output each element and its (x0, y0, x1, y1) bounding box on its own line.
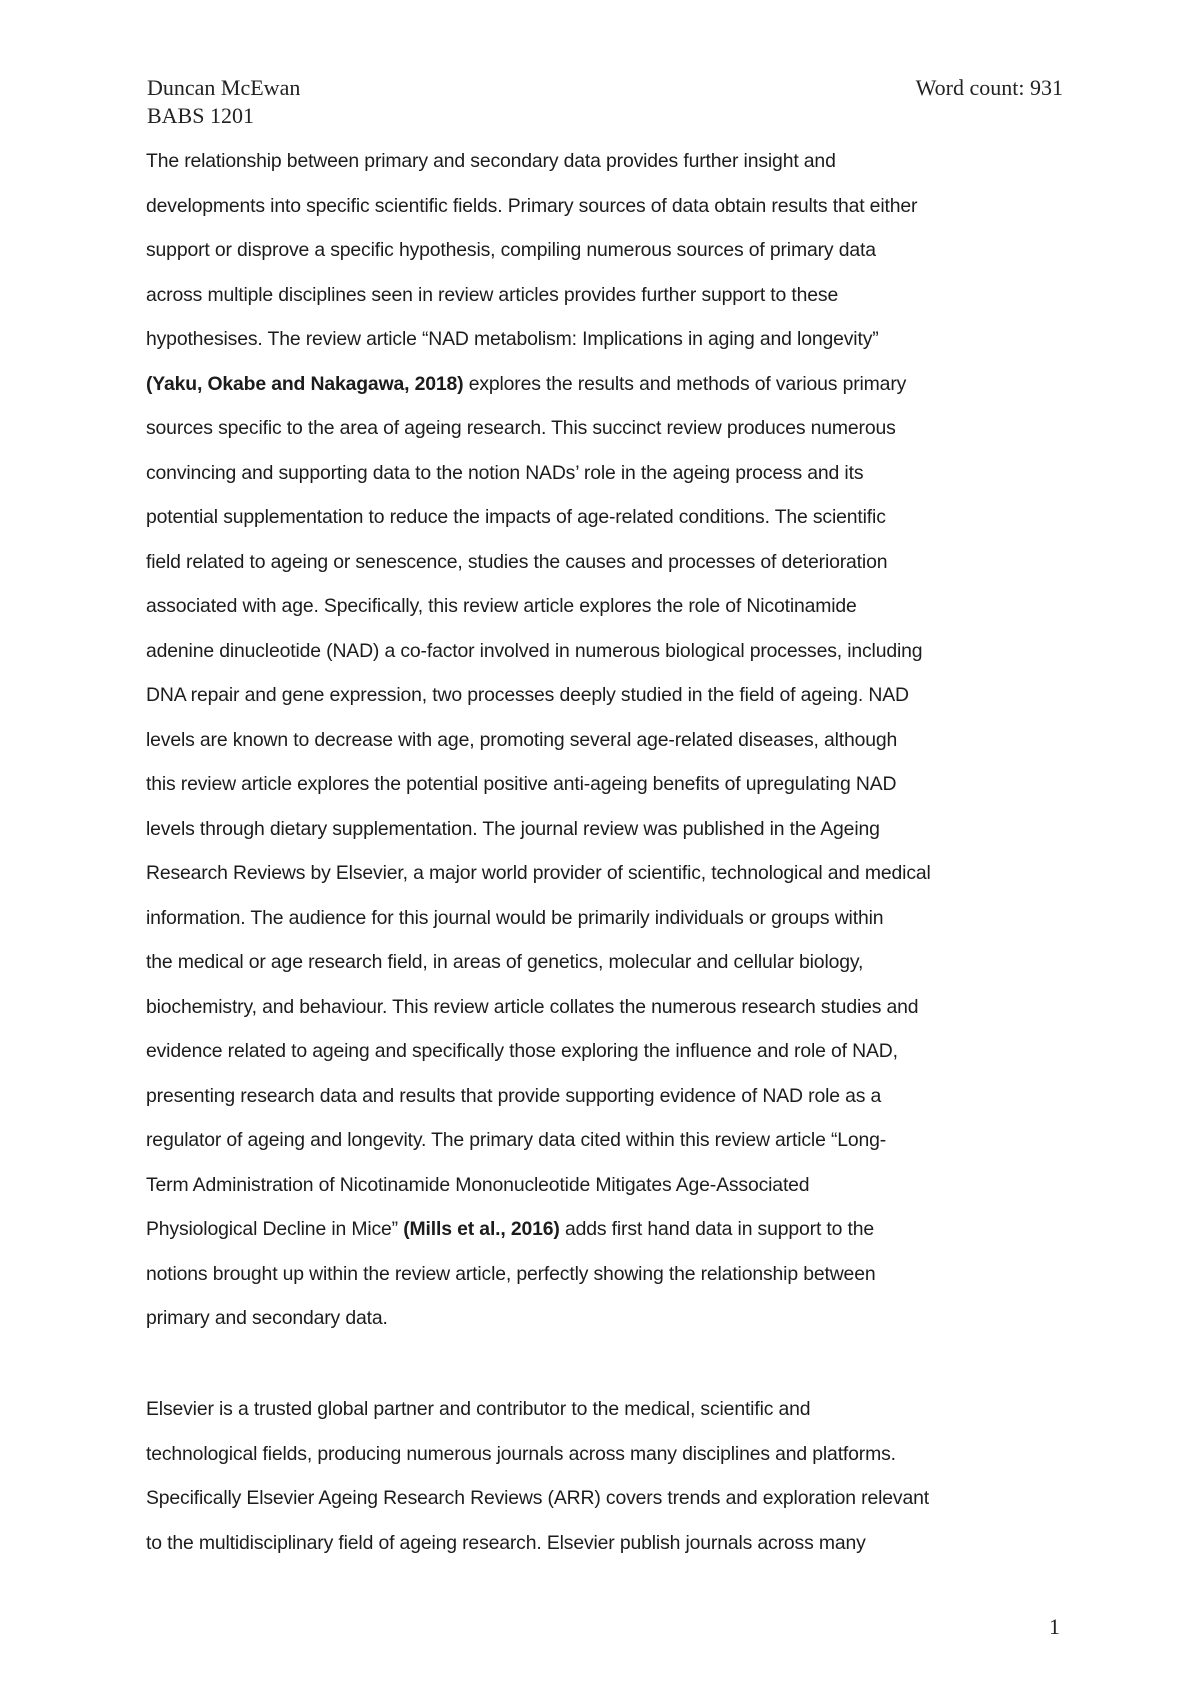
text-line (146, 540, 1066, 585)
citation: (Mills et al., 2016) (403, 1218, 560, 1240)
text-segment: adenine dinucleotide (NAD) a co-factor involved in numerous biological processes, including (146, 639, 923, 662)
text-segment: associated with age. Specifically, this review article explores the role of Nicotinamide (146, 595, 857, 617)
citation: (Yaku, Okabe and Nakagawa, 2018) (146, 372, 464, 395)
text-line (146, 1521, 1066, 1566)
text-line (146, 362, 1066, 407)
text-segment: adds first hand data in support to the (559, 1218, 875, 1240)
text-line (146, 896, 1066, 941)
text-line (146, 317, 1066, 362)
text-line (146, 1476, 1066, 1521)
text-line (146, 1252, 1066, 1297)
text-segment: this review article explores the potential positive anti-ageing benefits of upregulating NAD (146, 773, 897, 795)
text-segment: the medical or age research field, in areas of genetics, molecular and cellular biology, (146, 951, 864, 973)
text-line (146, 1207, 1066, 1252)
text-segment: field related to ageing or senescence, studies the causes and processes of deterioration (146, 550, 888, 573)
text-segment: biochemistry, and behaviour. This review article collates the numerous research studies and (146, 995, 919, 1018)
text-line (146, 1387, 1066, 1432)
text-segment: levels through dietary supplementation. The journal review was published in the Ageing (146, 817, 880, 840)
text-segment: potential supplementation to reduce the impacts of age-related conditions. The scientific (146, 506, 886, 528)
text-segment: hypothesises. The review article “NAD metabolism: Implications in aging and longevity” (146, 328, 879, 350)
course-code: BABS 1201 (147, 103, 254, 128)
text-segment: Physiological Decline in Mice” (146, 1218, 404, 1240)
text-line (146, 406, 1066, 451)
text-line (146, 1163, 1066, 1208)
word-count: Word count: 931 (915, 75, 1063, 100)
text-segment: across multiple disciplines seen in review articles provides further support to these (146, 283, 839, 306)
paragraph-2 (146, 1387, 1066, 1565)
text-segment: technological fields, producing numerous journals across many disciplines and platforms. (146, 1442, 896, 1465)
text-segment: levels are known to decrease with age, promoting several age-related diseases, although (146, 728, 898, 751)
text-segment: convincing and supporting data to the notion NADs’ role in the ageing process and its (146, 461, 864, 484)
text-line (146, 762, 1066, 807)
text-segment: Research Reviews by Elsevier, a major world provider of scientific, technological and medical (146, 862, 931, 884)
text-segment: The relationship between primary and secondary data provides further insight and (146, 150, 836, 172)
text-line (146, 184, 1066, 229)
text-segment: primary and secondary data. (146, 1307, 388, 1329)
text-segment: evidence related to ageing and specifically those exploring the influence and role of NAD, (146, 1040, 898, 1062)
text-segment: Elsevier is a trusted global partner and contributor to the medical, scientific and (146, 1398, 811, 1420)
text-segment: support or disprove a specific hypothesis, compiling numerous sources of primary data (146, 239, 876, 261)
text-line (146, 673, 1066, 718)
text-line (146, 629, 1066, 674)
text-line (146, 1432, 1066, 1477)
text-line (146, 228, 1066, 273)
text-line (146, 985, 1066, 1030)
text-line (146, 139, 1066, 184)
text-segment: to the multidisciplinary field of ageing research. Elsevier publish journals across many (146, 1531, 866, 1554)
text-line (146, 940, 1066, 985)
text-line (146, 273, 1066, 318)
text-segment: information. The audience for this journal would be primarily individuals or groups within (146, 906, 884, 929)
text-segment: explores the results and methods of various primary (463, 372, 907, 395)
page-number: 1 (1049, 1614, 1060, 1639)
text-segment: regulator of ageing and longevity. The primary data cited within this review article “Long- (146, 1129, 887, 1151)
text-line (146, 1074, 1066, 1119)
text-line (146, 584, 1066, 629)
text-segment: DNA repair and gene expression, two processes deeply studied in the field of ageing. NAD (146, 684, 909, 706)
text-segment: Term Administration of Nicotinamide Mononucleotide Mitigates Age-Associated (146, 1173, 810, 1196)
text-segment: sources specific to the area of ageing research. This succinct review produces numerous (146, 417, 896, 439)
paragraph-1 (146, 139, 1066, 1341)
text-line (146, 807, 1066, 852)
author-name: Duncan McEwan (147, 75, 301, 100)
text-line (146, 718, 1066, 763)
text-line (146, 1029, 1066, 1074)
text-segment: developments into specific scientific fields. Primary sources of data obtain results that either (146, 194, 918, 217)
text-segment: presenting research data and results that provide supporting evidence of NAD role as a (146, 1084, 882, 1107)
text-line (146, 851, 1066, 896)
text-line (146, 495, 1066, 540)
text-line (146, 1118, 1066, 1163)
text-segment: notions brought up within the review article, perfectly showing the relationship between (146, 1262, 876, 1285)
text-segment: Specifically Elsevier Ageing Research Reviews (ARR) covers trends and exploration relevant (146, 1487, 929, 1509)
text-line (146, 451, 1066, 496)
text-line (146, 1296, 1066, 1341)
